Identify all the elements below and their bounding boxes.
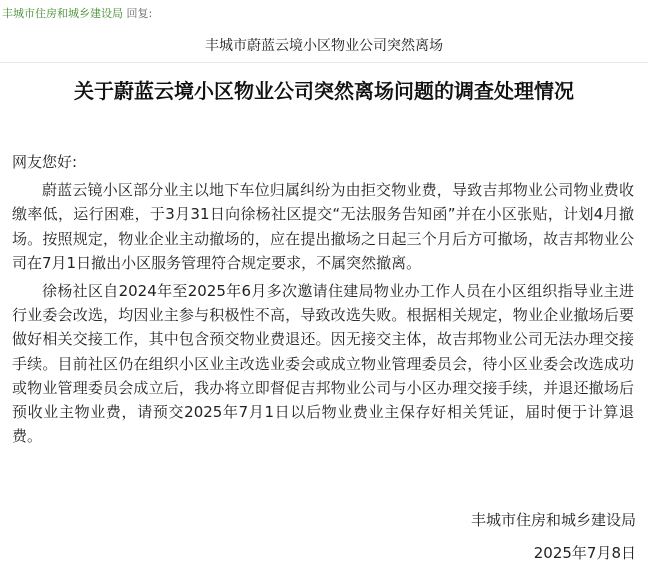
divider [0,62,648,63]
body-paragraph-1: 蔚蓝云镜小区部分业主以地下车位归属纠纷为由拒交物业费，导致吉邦物业公司物业费收缴率低，运行困难，于3月31日向徐杨社区提交“无法服务告知函”并在小区张贴，计划4月撤场。按照规定，物业企业主动撤场的，应在提出撤场之日起三个月后方可撤场，故吉邦物业公司在7月1日撤出小区服务管理符合规定要求，不属突然撤离。 [12,181,634,272]
reply-author-link[interactable]: 丰城市住房和城乡建设局 [2,7,123,20]
signature: 丰城市住房和城乡建设局 [470,511,636,529]
message-subject: 丰城市蔚蓝云境小区物业公司突然离场 [205,38,443,54]
reply-body [12,150,634,452]
body-paragraph-2: 徐杨社区自2024年至2025年6月多次邀请住建局物业办工作人员在小区组织指导业主进行业委会改选，均因业主参与积极性不高，导致改选失败。根据相关规定，物业企业撤场后要做好相关交接工作，其中包含预交物业费退还。因无接交主体，故吉邦物业公司无法办理交接手续。目前社区仍在组织小区业主改选业委会或成立物业管理委员会，待小区业委会改选成功或物业管理委员会成立后，我办将立即督促吉邦物业公司与小区办理交接手续，并退还撤场后预收业主物业费，请预交2025年7月1日以后物业费业主保存好相关凭证，届时便于计算退费。 [12,282,634,446]
reply-label: 回复: [126,7,153,20]
greeting: 网友您好: [12,153,78,171]
document-title: 关于蔚蓝云境小区物业公司突然离场问题的调查处理情况 [74,79,574,103]
reply-header [2,6,152,22]
reply-date: 2025年7月8日 [533,544,636,562]
